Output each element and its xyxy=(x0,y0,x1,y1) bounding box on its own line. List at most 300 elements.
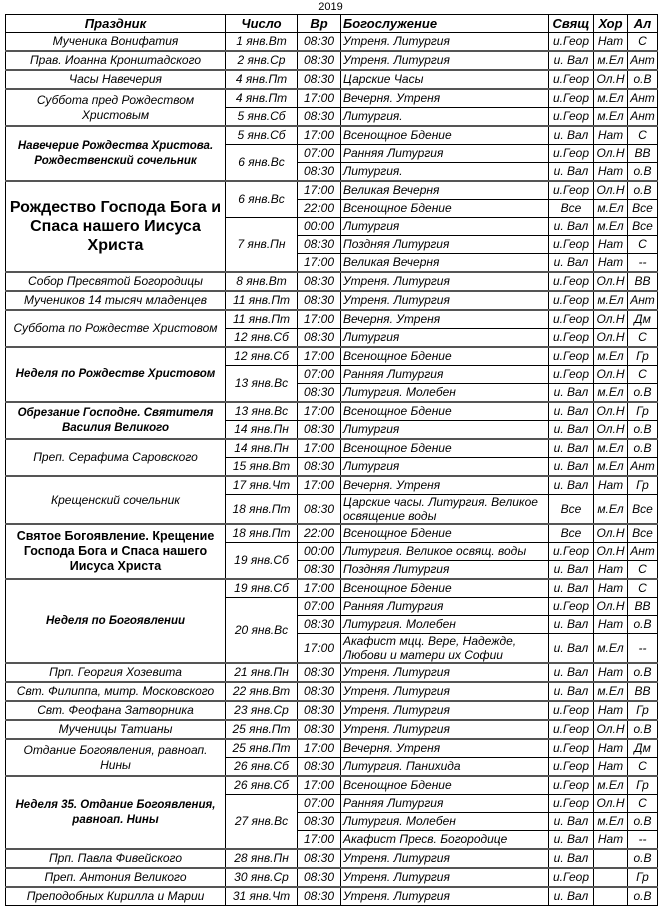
reader-cell: о.В xyxy=(628,813,658,831)
date-cell: 31 янв.Чт xyxy=(226,887,298,906)
priest-cell: и. Вал xyxy=(549,579,594,598)
priest-cell: Все xyxy=(549,200,594,218)
time-cell: 08:30 xyxy=(298,495,341,525)
reader-cell: С xyxy=(628,329,658,348)
priest-cell: и. Вал xyxy=(549,887,594,906)
service-cell: Литургия xyxy=(341,329,549,348)
schedule-body xyxy=(6,33,658,906)
priest-cell: и.Геор xyxy=(549,366,594,384)
priest-cell: и.Геор xyxy=(549,795,594,813)
reader-cell: С xyxy=(628,366,658,384)
choir-cell: Ол.Н xyxy=(594,795,628,813)
header-priest: Свящ xyxy=(549,15,594,33)
feast-cell: Мучеников 14 тысяч младенцев xyxy=(6,291,226,310)
priest-cell: и.Геор xyxy=(549,758,594,777)
priest-cell: и. Вал xyxy=(549,218,594,236)
date-cell: 20 янв.Вс xyxy=(226,598,298,664)
choir-cell xyxy=(594,887,628,906)
table-row xyxy=(6,524,658,543)
date-cell: 21 янв.Пн xyxy=(226,663,298,682)
priest-cell: и.Геор xyxy=(549,543,594,561)
priest-cell: и. Вал xyxy=(549,634,594,664)
time-cell: 08:30 xyxy=(298,108,341,127)
service-cell: Литургия. xyxy=(341,163,549,182)
choir-cell: Нат xyxy=(594,254,628,273)
service-cell: Поздняя Литургия xyxy=(341,236,549,254)
service-cell: Всенощное Бдение xyxy=(341,200,549,218)
table-row xyxy=(6,181,658,200)
choir-cell: Ол.Н xyxy=(594,598,628,616)
service-cell: Всенощное Бдение xyxy=(341,524,549,543)
service-cell: Всенощное Бдение xyxy=(341,579,549,598)
feast-cell: Преп. Серафима Саровского xyxy=(6,439,226,476)
service-cell: Вечерня. Утреня xyxy=(341,89,549,108)
date-cell: 11 янв.Пт xyxy=(226,291,298,310)
time-cell: 17:00 xyxy=(298,776,341,795)
choir-cell: Ол.Н xyxy=(594,70,628,89)
service-cell: Вечерня. Утреня xyxy=(341,739,549,758)
reader-cell: Ант xyxy=(628,458,658,477)
time-cell: 00:00 xyxy=(298,543,341,561)
reader-cell: о.В xyxy=(628,849,658,868)
feast-cell: Рождество Господа Бога и Спаса нашего Иисуса Христа xyxy=(6,181,226,272)
service-cell: Всенощное Бдение xyxy=(341,439,549,458)
feast-cell: Неделя по Рождестве Христовом xyxy=(6,347,226,402)
priest-cell: и. Вал xyxy=(549,402,594,421)
priest-cell: и.Геор xyxy=(549,739,594,758)
table-row xyxy=(6,51,658,70)
feast-cell: Прп. Георгия Хозевита xyxy=(6,663,226,682)
table-row xyxy=(6,868,658,887)
feast-cell: Отдание Богоявления, равноап. Нины xyxy=(6,739,226,776)
priest-cell: и. Вал xyxy=(549,421,594,440)
date-cell: 12 янв.Сб xyxy=(226,347,298,366)
reader-cell: Все xyxy=(628,200,658,218)
table-row xyxy=(6,720,658,739)
time-cell: 08:30 xyxy=(298,458,341,477)
priest-cell: и.Геор xyxy=(549,776,594,795)
choir-cell: Ол.Н xyxy=(594,524,628,543)
header-date: Число xyxy=(226,15,298,33)
service-cell: Литургия xyxy=(341,458,549,477)
reader-cell: о.В xyxy=(628,663,658,682)
time-cell: 08:30 xyxy=(298,70,341,89)
service-cell: Утреня. Литургия xyxy=(341,33,549,52)
date-cell: 18 янв.Пт xyxy=(226,524,298,543)
choir-cell: м.Ел xyxy=(594,108,628,127)
priest-cell: Все xyxy=(549,524,594,543)
choir-cell xyxy=(594,868,628,887)
time-cell: 08:30 xyxy=(298,51,341,70)
date-cell: 26 янв.Сб xyxy=(226,758,298,777)
time-cell: 07:00 xyxy=(298,366,341,384)
time-cell: 17:00 xyxy=(298,254,341,273)
service-cell: Литургия. Молебен xyxy=(341,616,549,634)
choir-cell: Нат xyxy=(594,236,628,254)
date-cell: 25 янв.Пт xyxy=(226,739,298,758)
choir-cell: Ол.Н xyxy=(594,145,628,163)
reader-cell: -- xyxy=(628,634,658,664)
table-row xyxy=(6,579,658,598)
priest-cell: и. Вал xyxy=(549,51,594,70)
date-cell: 19 янв.Сб xyxy=(226,543,298,580)
choir-cell: м.Ел xyxy=(594,634,628,664)
service-cell: Литургия. xyxy=(341,108,549,127)
priest-cell: и.Геор xyxy=(549,701,594,720)
priest-cell: и. Вал xyxy=(549,682,594,701)
time-cell: 08:30 xyxy=(298,329,341,348)
choir-cell: м.Ел xyxy=(594,200,628,218)
reader-cell: Гр xyxy=(628,347,658,366)
table-row xyxy=(6,701,658,720)
choir-cell: м.Ел xyxy=(594,218,628,236)
choir-cell: Нат xyxy=(594,163,628,182)
reader-cell: С xyxy=(628,126,658,145)
priest-cell: и. Вал xyxy=(549,163,594,182)
feast-cell: Обрезание Господне. Святителя Василия Великого xyxy=(6,402,226,439)
priest-cell: и. Вал xyxy=(549,616,594,634)
table-row xyxy=(6,126,658,145)
date-cell: 5 янв.Сб xyxy=(226,126,298,145)
priest-cell: и. Вал xyxy=(549,458,594,477)
date-cell: 17 янв.Чт xyxy=(226,476,298,495)
time-cell: 17:00 xyxy=(298,831,341,850)
service-cell: Утреня. Литургия xyxy=(341,887,549,906)
time-cell: 17:00 xyxy=(298,126,341,145)
reader-cell: Ант xyxy=(628,291,658,310)
reader-cell: о.В xyxy=(628,181,658,200)
priest-cell: и.Геор xyxy=(549,310,594,329)
feast-cell: Часы Навечерия xyxy=(6,70,226,89)
feast-cell: Мученицы Татианы xyxy=(6,720,226,739)
time-cell: 08:30 xyxy=(298,758,341,777)
time-cell: 22:00 xyxy=(298,524,341,543)
date-cell: 7 янв.Пн xyxy=(226,218,298,273)
service-cell: Литургия. Молебен xyxy=(341,384,549,403)
service-cell: Утреня. Литургия xyxy=(341,682,549,701)
service-cell: Всенощное Бдение xyxy=(341,402,549,421)
time-cell: 08:30 xyxy=(298,663,341,682)
date-cell: 19 янв.Сб xyxy=(226,579,298,598)
choir-cell: Ол.Н xyxy=(594,720,628,739)
service-cell: Вечерня. Утреня xyxy=(341,310,549,329)
table-row xyxy=(6,89,658,108)
choir-cell: Нат xyxy=(594,663,628,682)
feast-cell: Суббота пред Рождеством Христовым xyxy=(6,89,226,126)
priest-cell: и.Геор xyxy=(549,720,594,739)
service-cell: Вечерня. Утреня xyxy=(341,476,549,495)
priest-cell: и.Геор xyxy=(549,868,594,887)
choir-cell: Ол.Н xyxy=(594,272,628,291)
priest-cell: и.Геор xyxy=(549,108,594,127)
header-feast: Праздник xyxy=(6,15,226,33)
service-cell: Литургия xyxy=(341,421,549,440)
table-row xyxy=(6,310,658,329)
time-cell: 08:30 xyxy=(298,421,341,440)
priest-cell: и. Вал xyxy=(549,476,594,495)
service-cell: Утреня. Литургия xyxy=(341,701,549,720)
service-cell: Утреня. Литургия xyxy=(341,291,549,310)
choir-cell: Ол.Н xyxy=(594,329,628,348)
table-row xyxy=(6,439,658,458)
reader-cell: -- xyxy=(628,831,658,850)
date-cell: 5 янв.Сб xyxy=(226,108,298,127)
date-cell: 6 янв.Вс xyxy=(226,145,298,182)
table-row xyxy=(6,663,658,682)
priest-cell: и.Геор xyxy=(549,272,594,291)
time-cell: 07:00 xyxy=(298,795,341,813)
reader-cell: ВВ xyxy=(628,682,658,701)
table-row xyxy=(6,887,658,906)
priest-cell: и.Геор xyxy=(549,70,594,89)
service-cell: Утреня. Литургия xyxy=(341,720,549,739)
reader-cell: Гр xyxy=(628,776,658,795)
reader-cell: С xyxy=(628,561,658,580)
table-row xyxy=(6,33,658,52)
header-reader: Ал xyxy=(628,15,658,33)
service-cell: Литургия. Панихида xyxy=(341,758,549,777)
service-cell: Ранняя Литургия xyxy=(341,598,549,616)
date-cell: 23 янв.Ср xyxy=(226,701,298,720)
choir-cell: Нат xyxy=(594,701,628,720)
date-cell: 15 янв.Вт xyxy=(226,458,298,477)
reader-cell: о.В xyxy=(628,887,658,906)
priest-cell: и. Вал xyxy=(549,663,594,682)
reader-cell: о.В xyxy=(628,384,658,403)
choir-cell: Нат xyxy=(594,758,628,777)
time-cell: 17:00 xyxy=(298,634,341,664)
choir-cell: Нат xyxy=(594,739,628,758)
priest-cell: и.Геор xyxy=(549,347,594,366)
feast-cell: Святое Богоявление. Крещение Господа Бога и Спаса нашего Иисуса Христа xyxy=(6,524,226,579)
reader-cell: Все xyxy=(628,495,658,525)
reader-cell: о.В xyxy=(628,421,658,440)
service-schedule-table xyxy=(5,14,658,906)
reader-cell: С xyxy=(628,795,658,813)
choir-cell: м.Ел xyxy=(594,776,628,795)
time-cell: 08:30 xyxy=(298,701,341,720)
time-cell: 17:00 xyxy=(298,739,341,758)
priest-cell: и.Геор xyxy=(549,89,594,108)
feast-cell: Свт. Филиппа, митр. Московского xyxy=(6,682,226,701)
priest-cell: и.Геор xyxy=(549,145,594,163)
service-cell: Великая Вечерня xyxy=(341,254,549,273)
time-cell: 07:00 xyxy=(298,598,341,616)
service-cell: Акафист Пресв. Богородице xyxy=(341,831,549,850)
time-cell: 17:00 xyxy=(298,89,341,108)
service-cell: Великая Вечерня xyxy=(341,181,549,200)
choir-cell: м.Ел xyxy=(594,439,628,458)
service-cell: Поздняя Литургия xyxy=(341,561,549,580)
priest-cell: и.Геор xyxy=(549,291,594,310)
time-cell: 08:30 xyxy=(298,163,341,182)
reader-cell: Гр xyxy=(628,476,658,495)
table-row xyxy=(6,347,658,366)
reader-cell: ВВ xyxy=(628,145,658,163)
date-cell: 14 янв.Пн xyxy=(226,439,298,458)
choir-cell: м.Ел xyxy=(594,89,628,108)
service-cell: Литургия. Молебен xyxy=(341,813,549,831)
time-cell: 17:00 xyxy=(298,347,341,366)
time-cell: 17:00 xyxy=(298,579,341,598)
service-cell: Утреня. Литургия xyxy=(341,272,549,291)
feast-cell: Преподобных Кирилла и Марии xyxy=(6,887,226,906)
priest-cell: и. Вал xyxy=(549,849,594,868)
choir-cell: м.Ел xyxy=(594,495,628,525)
feast-cell: Неделя 35. Отдание Богоявления, равноап. Нины xyxy=(6,776,226,849)
priest-cell: и. Вал xyxy=(549,384,594,403)
feast-cell: Крещенский сочельник xyxy=(6,476,226,524)
table-row xyxy=(6,776,658,795)
service-cell: Царские часы. Литургия. Великое освящение воды xyxy=(341,495,549,525)
table-row xyxy=(6,291,658,310)
priest-cell: и.Геор xyxy=(549,33,594,52)
feast-cell: Суббота по Рождестве Христовом xyxy=(6,310,226,347)
time-cell: 08:30 xyxy=(298,272,341,291)
choir-cell xyxy=(594,849,628,868)
year-label: 2019 xyxy=(318,1,343,13)
reader-cell: Дм xyxy=(628,739,658,758)
feast-cell: Прав. Иоанна Кронштадского xyxy=(6,51,226,70)
table-row xyxy=(6,272,658,291)
feast-cell: Прп. Павла Фивейского xyxy=(6,849,226,868)
service-cell: Акафист мцц. Вере, Надежде, Любови и матери их Софии xyxy=(341,634,549,664)
choir-cell: м.Ел xyxy=(594,291,628,310)
time-cell: 08:30 xyxy=(298,236,341,254)
feast-cell: Преп. Антония Великого xyxy=(6,868,226,887)
feast-cell: Неделя по Богоявлении xyxy=(6,579,226,663)
time-cell: 17:00 xyxy=(298,181,341,200)
feast-cell: Свт. Феофана Затворника xyxy=(6,701,226,720)
reader-cell: о.В xyxy=(628,616,658,634)
choir-cell: м.Ел xyxy=(594,682,628,701)
reader-cell: Гр xyxy=(628,868,658,887)
date-cell: 2 янв.Ср xyxy=(226,51,298,70)
reader-cell: Гр xyxy=(628,402,658,421)
service-cell: Утреня. Литургия xyxy=(341,663,549,682)
time-cell: 08:30 xyxy=(298,33,341,52)
choir-cell: Ол.Н xyxy=(594,366,628,384)
feast-cell: Собор Пресвятой Богородицы xyxy=(6,272,226,291)
choir-cell: Нат xyxy=(594,126,628,145)
choir-cell: Нат xyxy=(594,561,628,580)
time-cell: 17:00 xyxy=(298,310,341,329)
choir-cell: Нат xyxy=(594,831,628,850)
choir-cell: Ол.Н xyxy=(594,402,628,421)
time-cell: 00:00 xyxy=(298,218,341,236)
date-cell: 30 янв.Ср xyxy=(226,868,298,887)
choir-cell: Нат xyxy=(594,476,628,495)
choir-cell: м.Ел xyxy=(594,51,628,70)
date-cell: 1 янв.Вт xyxy=(226,33,298,52)
feast-cell: Навечерие Рождества Христова. Рождественский сочельник xyxy=(6,126,226,181)
time-cell: 22:00 xyxy=(298,200,341,218)
service-cell: Утреня. Литургия xyxy=(341,51,549,70)
time-cell: 08:30 xyxy=(298,561,341,580)
choir-cell: Нат xyxy=(594,579,628,598)
service-cell: Всенощное Бдение xyxy=(341,126,549,145)
service-cell: Утреня. Литургия xyxy=(341,868,549,887)
reader-cell: С xyxy=(628,758,658,777)
date-cell: 13 янв.Вс xyxy=(226,366,298,403)
priest-cell: и. Вал xyxy=(549,254,594,273)
table-row xyxy=(6,739,658,758)
priest-cell: и.Геор xyxy=(549,181,594,200)
reader-cell: С xyxy=(628,236,658,254)
service-cell: Ранняя Литургия xyxy=(341,145,549,163)
date-cell: 18 янв.Пт xyxy=(226,495,298,525)
header-row xyxy=(6,15,658,33)
date-cell: 13 янв.Вс xyxy=(226,402,298,421)
reader-cell: о.В xyxy=(628,163,658,182)
reader-cell: Ант xyxy=(628,543,658,561)
priest-cell: и. Вал xyxy=(549,831,594,850)
reader-cell: Все xyxy=(628,524,658,543)
header-time: Вр xyxy=(298,15,341,33)
table-row xyxy=(6,402,658,421)
date-cell: 22 янв.Вт xyxy=(226,682,298,701)
reader-cell: С xyxy=(628,579,658,598)
time-cell: 08:30 xyxy=(298,849,341,868)
time-cell: 17:00 xyxy=(298,476,341,495)
reader-cell: -- xyxy=(628,254,658,273)
date-cell: 14 янв.Пн xyxy=(226,421,298,440)
service-cell: Царские Часы xyxy=(341,70,549,89)
reader-cell: Ант xyxy=(628,108,658,127)
priest-cell: и. Вал xyxy=(549,439,594,458)
priest-cell: и. Вал xyxy=(549,813,594,831)
header-choir: Хор xyxy=(594,15,628,33)
priest-cell: и.Геор xyxy=(549,598,594,616)
choir-cell: Ол.Н xyxy=(594,543,628,561)
table-row xyxy=(6,70,658,89)
reader-cell: Ант xyxy=(628,89,658,108)
date-cell: 8 янв.Вт xyxy=(226,272,298,291)
priest-cell: и. Вал xyxy=(549,561,594,580)
feast-cell: Мученика Вонифатия xyxy=(6,33,226,52)
choir-cell: м.Ел xyxy=(594,384,628,403)
priest-cell: Все xyxy=(549,495,594,525)
time-cell: 08:30 xyxy=(298,868,341,887)
choir-cell: м.Ел xyxy=(594,458,628,477)
time-cell: 08:30 xyxy=(298,682,341,701)
reader-cell: Гр xyxy=(628,701,658,720)
choir-cell: Ол.Н xyxy=(594,310,628,329)
priest-cell: и.Геор xyxy=(549,329,594,348)
date-cell: 27 янв.Вс xyxy=(226,795,298,850)
service-cell: Утреня. Литургия xyxy=(341,849,549,868)
date-cell: 4 янв.Пт xyxy=(226,70,298,89)
service-cell: Литургия. Великое освящ. воды xyxy=(341,543,549,561)
time-cell: 08:30 xyxy=(298,616,341,634)
header-service: Богослужение xyxy=(341,15,549,33)
choir-cell: Нат xyxy=(594,616,628,634)
date-cell: 28 янв.Пн xyxy=(226,849,298,868)
service-cell: Всенощное Бдение xyxy=(341,347,549,366)
date-cell: 11 янв.Пт xyxy=(226,310,298,329)
choir-cell: Ол.Н xyxy=(594,181,628,200)
reader-cell: Все xyxy=(628,218,658,236)
service-cell: Ранняя Литургия xyxy=(341,795,549,813)
reader-cell: С xyxy=(628,33,658,52)
service-cell: Литургия xyxy=(341,218,549,236)
table-row xyxy=(6,476,658,495)
time-cell: 17:00 xyxy=(298,402,341,421)
priest-cell: и. Вал xyxy=(549,126,594,145)
reader-cell: о.В xyxy=(628,439,658,458)
date-cell: 4 янв.Пт xyxy=(226,89,298,108)
table-row xyxy=(6,849,658,868)
